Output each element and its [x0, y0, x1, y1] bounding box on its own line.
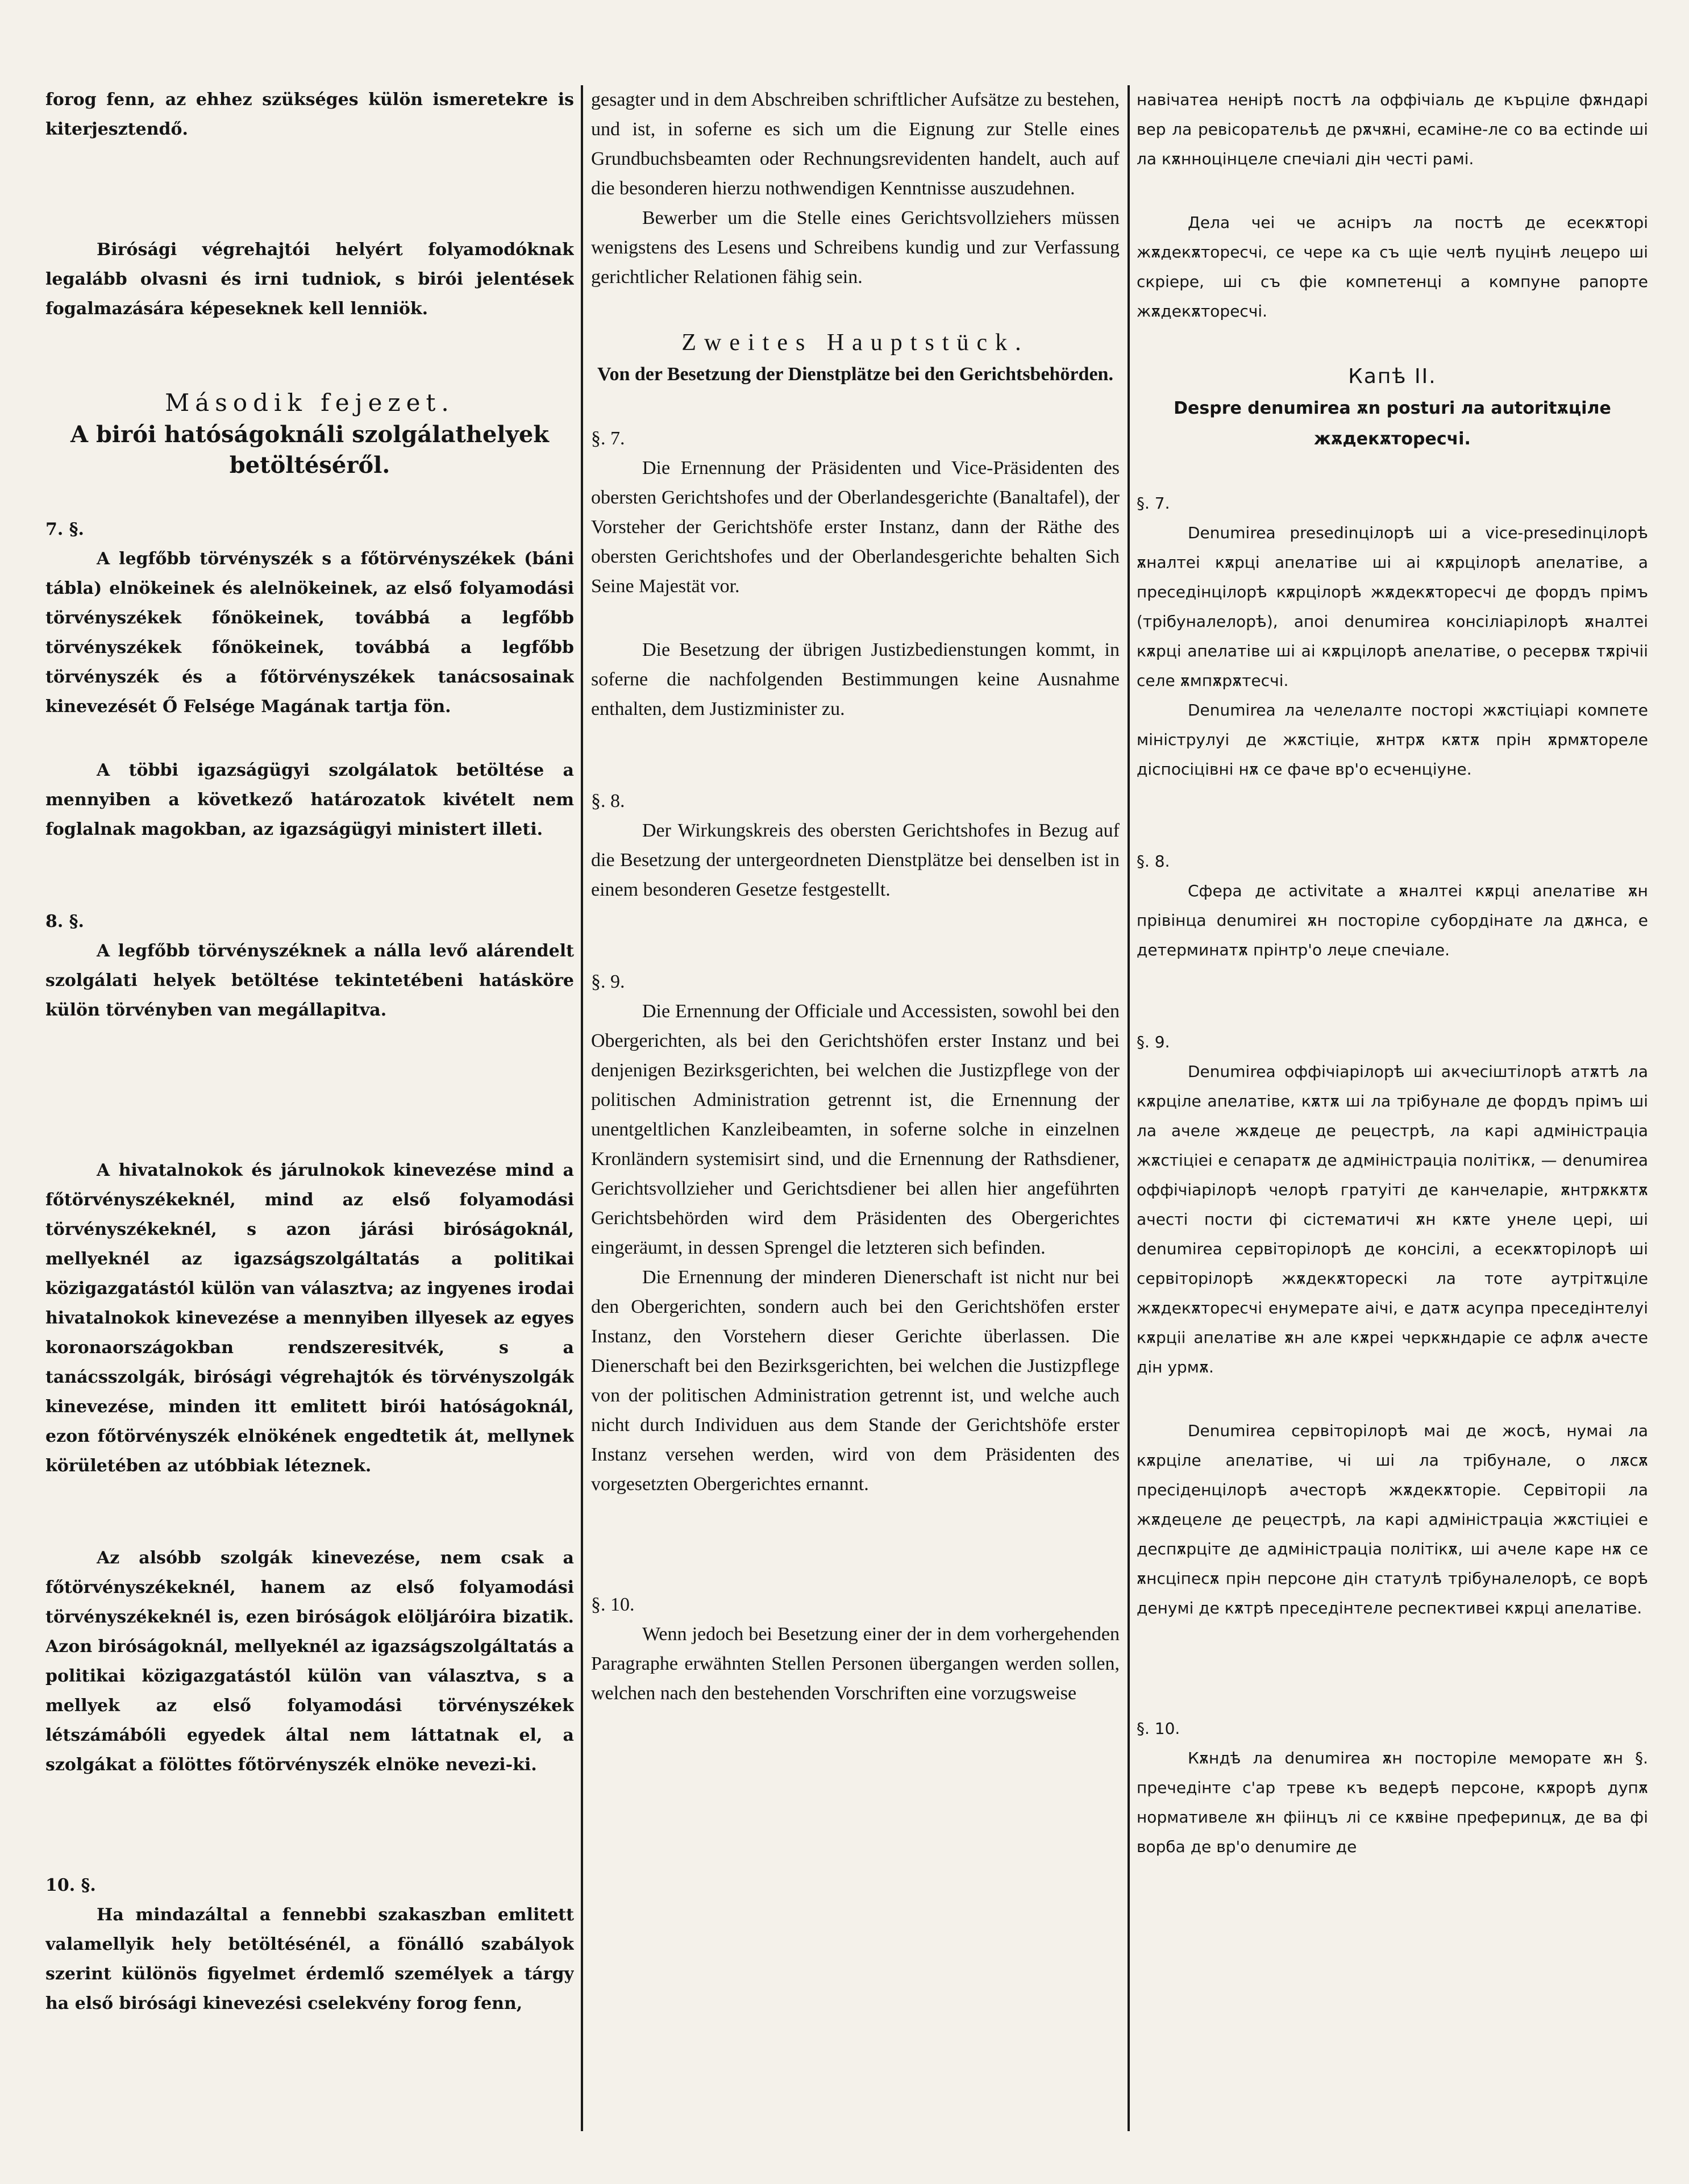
hu-chapter-title: A birói hatóságoknáli szolgálathelyek betöltéséről. — [70, 421, 549, 479]
german-column — [591, 85, 1120, 2161]
hu-section-10: 10. §. — [45, 1875, 96, 1895]
ro-paragraph-7a: Denumirea presedinцілорѣ ші а vice-presedinцілорѣ ѫналтеі кѫрці апелатіве ші аі кѫрцілорѣ апелатіве, а преседінцілорѣ кѫрцілорѣ жѫдекѫторесчі де фордъ прімъ (трібуналелорѣ), апоі denumirea консіліарілорѣ ѫналтеі кѫрці апелатіве ші аі кѫрцілорѣ апелатіве, о ресервѫ тѫрічіі селе ѫмпѫрѫтесчі. — [1137, 523, 1648, 690]
hu-section-7: 7. §. — [45, 519, 84, 539]
de-chapter-title: Von der Besetzung der Dienstplätze bei den Gerichtsbehörden. — [597, 364, 1113, 385]
ro-bewerber-paragraph: Дела чеі че асніръ ла постѣ де есекѫторі жѫдекѫторесчі, се чере ка съ щіе челѣ пуцінѣ лецеро ші скріере, ші съ фіе компетенці а компуне рапорте жѫдекѫторесчі. — [1137, 213, 1648, 321]
ro-paragraph-9b: Denumirea сервіторілорѣ маі де жосѣ, нумаі ла кѫрціле апелатіве, чі ші ла трібунале, о лѫсѫ пресіденцілорѣ ачесторѣ жѫдекѫторіе. Сервіторіі ла жѫдецеле де рецестрѣ, ла карі адміністраціа жѫстіціеі е деспѫрціте де адміністраціа політікѫ, ші ачеле каре нѫ се ѫнсціпесѫ прін персоне дін статулѣ трібуналелорѣ, се ворѣ денумі де кѫтрѣ преседінтеле респективеі кѫрці апелатіве. — [1137, 1421, 1648, 1617]
ro-section-10: §. 10. — [1137, 1719, 1180, 1738]
hu-paragraph-7b: A többi igazságügyi szolgálatok betöltése a mennyiben a következő határozatok kivételt nem foglalnak magokban, az igazságügyi ministert illeti. — [45, 760, 574, 839]
column-divider-left — [581, 85, 583, 2131]
hu-birosagi-paragraph: Birósági végrehajtói helyért folyamodóknak legalább olvasni és irni tudniok, s birói jelentések fogalmazására képeseknek kell lenniök. — [45, 240, 574, 319]
ro-intro-text: навічатеа ненірѣ постѣ ла оффічіаль де кърціле фѫндарі вер ла ревісорательѣ де рѫчѫні, есаміне-ле со ва ectinde ші ла кѫнноцінцеле спечіалі дін честі рамі. — [1137, 90, 1648, 168]
de-bewerber-paragraph: Bewerber um die Stelle eines Gerichtsvollziehers müssen wenigstens des Lesens und Schreibens kundig und zur Verfassung gerichtlicher Relationen fähig sein. — [591, 207, 1120, 288]
ro-paragraph-9a: Denumirea оффічіарілорѣ ші акчесіштілорѣ атѫтѣ ла кѫрціле апелатіве, кѫтѫ ші ла трібунале де фордъ прімъ ші ла ачеле жѫдеце де рецестрѣ, ла карі адміністраціа жѫстіціеі е сепаратѫ де адміністраціа політікѫ, — denumirea оффічіарілорѣ челорѣ гратуіті де канчеларіе, ѫнтрѫкѫтѫ ачесті пости фі ciстематичі ѫн кѫте унеле церi, ші denumirea сервіторілорѣ де консілі, а есекѫторілорѣ ші сервіторілорѣ жѫдекѫторескі ла тоте аутрітѫціле жѫдекѫторесчі енумерате аічі, е датѫ асупра преседінтелуі кѫрціі апелатіве ѫн але кѫреі черкѫндаріе се афлѫ ачесте дін урмѫ. — [1137, 1062, 1648, 1376]
de-section-9: §. 9. — [591, 971, 625, 992]
ro-chapter-title: Despre denumirea ѫn posturi ла autoritѫціле жѫдекѫторесчі. — [1174, 398, 1611, 449]
ro-section-8: §. 8. — [1137, 852, 1170, 871]
de-section-8: §. 8. — [591, 791, 625, 812]
ro-paragraph-8: Сфера де activitate а ѫналтеі кѫрці апелатіве ѫн прівінца denumirei ѫн посторіле субордінате ла дѫнса, е детерминатѫ прінтр'о леџе спечіале. — [1137, 881, 1648, 959]
column-divider-right — [1128, 85, 1130, 2131]
de-paragraph-8: Der Wirkungskreis des obersten Gerichtshofes in Bezug auf die Besetzung der untergeordneten Dienstplätze bei denselben ist in einem besonderen Gesetze festgestellt. — [591, 820, 1120, 900]
de-section-7: §. 7. — [591, 428, 625, 449]
hu-paragraph-9a: A hivatalnokok és járulnokok kinevezése mind a főtörvényszékeknél, mind az első folyamodási törvényszékeknél, s azon járási biróságoknál, mellyeknél az igazságszolgáltatás a politikai közigazgatástól külön van választva; az ingyenes irodai hivatalnokok kinevezése a mennyiben illyesek az egyes koronaországokban rendszeresitvék, s a tanácsszolgák, birósági végrehajtók és törvényszolgák kinevezése, minden itt emlitett birói hatóságoknál, ezon főtörvényszék elnökének engedtetik át, mellynek körületében az utóbbiak léteznek. — [45, 1160, 574, 1476]
hu-intro-text: forog fenn, az ehhez szükséges külön ismeretekre is kiterjesztendő. — [45, 90, 574, 139]
de-paragraph-9a: Die Ernennung der Officiale und Accessisten, sowohl bei den Obergerichten, als bei den Gerichtshöfen erster Instanz und bei denjenigen Bezirksgerichten, bei welchen die Justizpflege von der politischen Administration getrennt ist, die Ernennung der unentgeltlichen Kanzleibeamten, in soferne solche in einzelnen Kronländern systemisirt sind, und die Ernennung der Rathsdiener, Gerichtsvollzieher und Gerichtsdiener bei allen hier angeführten Gerichtsbehörden wird dem Präsidenten des Obergerichtes eingeräumt, in dessen Sprengel die letzteren sich befinden. — [591, 1001, 1120, 1258]
de-paragraph-10: Wenn jedoch bei Besetzung einer der in dem vorhergehenden Paragraphe erwähnten Stellen Personen übergangen werden sollen, welchen nach den bestehenden Vorschriften eine vorzugsweise — [591, 1624, 1120, 1704]
hungarian-column — [45, 85, 574, 2161]
hu-paragraph-7a: A legfőbb törvényszék s a főtörvényszékek (báni tábla) elnökeinek és alelnökeinek, az első folyamodási törvényszékek főnökeinek, továbbá a legfőbb törvényszékek főnökeinek, továbbá a legfőbb törvényszék és a főtörvényszékek tanácsosainak kinevezését Ő Felsége Magának tartja fön. — [45, 549, 574, 717]
romanian-column — [1137, 85, 1648, 2161]
hu-paragraph-10: Ha mindazáltal a fennebbi szakaszban emlitett valamellyik hely betöltésénél, a fönálló szabályok szerint különös figyelmet érdemlő személyek a tárgy ha első birósági kinevezési cselekvény forog fenn, — [45, 1905, 574, 2014]
hu-section-8: 8. §. — [45, 912, 84, 931]
hu-chapter-heading: Második fejezet. — [165, 389, 455, 417]
de-paragraph-7a: Die Ernennung der Präsidenten und Vice-Präsidenten des obersten Gerichtshofes und der Oberlandesgerichte (Banaltafel), der Vorsteher der Gerichtshöfe erster Instanz, dann der Räthe des obersten Gerichtshofes und der Oberlandesgerichte behalten Sich Seine Majestät vor. — [591, 457, 1120, 597]
de-section-10: §. 10. — [591, 1594, 635, 1615]
ro-paragraph-10: Кѫндѣ ла denumirea ѫн посторіле меморате ѫн §. пречедінте с'ар треве къ ведерѣ персоне, кѫрорѣ дупѫ нормативеле ѫн фіінцъ лі се кѫвіне префериnцѫ, де ва фі ворба де вр'о denumire де — [1137, 1749, 1648, 1856]
de-intro-text: gesagter und in dem Abschreiben schriftlicher Aufsätze zu bestehen, und ist, in soferne es sich um die Eignung zur Stelle eines Grundbuchsbeamten oder Rechnungsrevidenten handelt, auch auf die besonderen hierzu nothwendigen Kenntnisse auszudehnen. — [591, 89, 1120, 199]
ro-section-7: §. 7. — [1137, 494, 1170, 513]
hu-paragraph-8: A legfőbb törvényszéknek a nálla levő alárendelt szolgálati helyek betöltése tekintetébeni hatásköre külön törvényben van megállapitva. — [45, 941, 574, 1020]
de-chapter-heading: Zweites Hauptstück. — [681, 330, 1029, 356]
ro-section-9: §. 9. — [1137, 1033, 1170, 1051]
hu-paragraph-9b: Az alsóbb szolgák kinevezése, nem csak a főtörvényszékeknél, hanem az első folyamodási törvényszékeknél is, ezen biróságok elöljáróira bizatik. Azon biróságoknál, mellyeknél az igazságszolgáltatás a politikai közigazgatástól külön van választva, s a mellyek az első folyamodási törvényszékek létszámábóli egyedek által nem láttatnak el, a szolgákat a fölöttes főtörvényszék elnöke nevezi-ki. — [45, 1548, 574, 1775]
ro-paragraph-7b: Denumirea ла челелалте посторі жѫстіціарі компете мініструлуі де жѫстіціе, ѫнтрѫ кѫтѫ прін ѫрмѫтореле діспосіцівні нѫ се фаче вр'о есченціуне. — [1137, 701, 1648, 779]
ro-chapter-heading: Капѣ II. — [1348, 365, 1437, 388]
de-paragraph-9b: Die Ernennung der minderen Dienerschaft ist nicht nur bei den Obergerichten, sondern auch bei den Gerichtshöfen erster Instanz, den Vorstehern dieser Gerichte überlassen. Die Dienerschaft bei den Bezirksgerichten, bei welchen die Justizpflege von der politischen Administration getrennt ist, und welche auch nicht durch Individuen aus dem Stande der Gerichtshöfe erster Instanz versehen werden, wird von dem Präsidenten des vorgesetzten Obergerichtes ernannt. — [591, 1267, 1120, 1495]
de-paragraph-7b: Die Besetzung der übrigen Justizbedienstungen kommt, in soferne die nachfolgenden Bestimmungen keine Ausnahme enthalten, dem Justizminister zu. — [591, 639, 1120, 719]
